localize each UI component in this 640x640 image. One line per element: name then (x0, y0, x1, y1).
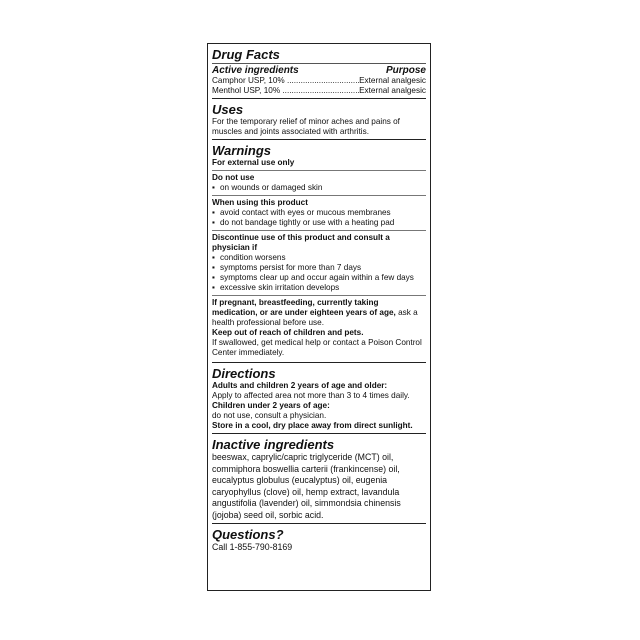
do-not-use-title: Do not use (212, 173, 255, 182)
purpose-label: Purpose (385, 65, 426, 76)
list-item: ▪ avoid contact with eyes or mucous membranes (212, 208, 426, 218)
directions-section (212, 362, 426, 433)
drug-facts-header-section (212, 44, 426, 98)
list-item: ▪ symptoms persist for more than 7 days (212, 263, 426, 273)
discontinue-title: Discontinue use of this product and consult a physician if (212, 233, 390, 252)
pregnancy-block (212, 295, 426, 360)
questions-section (212, 523, 426, 556)
questions-phone: Call 1-855-790-8169 (212, 542, 293, 552)
swallowed-advice: If swallowed, get medical help or contact a Poison Control Center immediately. (212, 338, 422, 357)
directions-title: Directions (212, 366, 276, 381)
inactive-ingredients-title: Inactive ingredients (212, 437, 335, 452)
list-item: ▪ do not bandage tightly or use with a heating pad (212, 218, 426, 228)
active-ingredient-name: Camphor USP, 10% ..... (212, 76, 359, 86)
adults-heading: Adults and children 2 years of age and older: (212, 381, 388, 390)
keep-out-warning: Keep out of reach of children and pets. (212, 328, 364, 337)
list-item: ▪ on wounds or damaged skin (212, 183, 426, 193)
active-ingredient-purpose: External analgesic (359, 76, 426, 85)
uses-title: Uses (212, 102, 244, 117)
when-using-block (212, 195, 426, 228)
warnings-section (212, 139, 426, 362)
pregnancy-warning: If pregnant, breastfeeding, currently taking medication, or are under eighteen years of age, (212, 298, 396, 317)
active-ingredient-name: Menthol USP, 10% ..... (212, 86, 359, 96)
adults-text: Apply to affected area not more than 3 to 4 times daily. (212, 391, 410, 400)
uses-text: For the temporary relief of minor aches and pains of muscles and joints associated with arthritis. (212, 117, 400, 136)
active-ingredients-header (212, 63, 426, 76)
when-using-title: When using this product (212, 198, 308, 207)
storage-note: Store in a cool, dry place away from direct sunlight. (212, 421, 413, 430)
list-item: ▪ symptoms clear up and occur again within a few days (212, 273, 426, 283)
warnings-title: Warnings (212, 143, 271, 158)
discontinue-block (212, 230, 426, 293)
active-ingredient-row (212, 86, 426, 96)
external-use-note: For external use only (212, 158, 295, 167)
active-ingredient-purpose: External analgesic (359, 86, 426, 95)
do-not-use-block (212, 170, 426, 193)
list-item: ▪ condition worsens (212, 253, 426, 263)
active-ingredient-row (212, 76, 426, 86)
list-item: ▪ excessive skin irritation develops (212, 283, 426, 293)
drug-facts-title: Drug Facts (212, 47, 280, 62)
questions-title: Questions? (212, 527, 284, 542)
active-ingredients-label: Active ingredients (212, 65, 299, 76)
children-heading: Children under 2 years of age: (212, 401, 330, 410)
inactive-ingredients-text: beeswax, caprylic/capric triglyceride (MCT) oil, commiphora boswellia carterii (frankincense) oil, eucalyptus globulus (eucalyptus) oil, eugenia caryophyllus (clove) oil, hemp extract, lavandula angustifolia (lavender) oil, simmondsia chinensis (jojoba) seed oil, sorbic acid. (212, 452, 401, 520)
inactive-ingredients-section (212, 433, 426, 523)
drug-facts-panel (207, 43, 431, 591)
children-text: do not use, consult a physician. (212, 411, 327, 420)
pregnancy-advice: ask a health professional before use. (212, 308, 418, 327)
uses-section (212, 98, 426, 139)
